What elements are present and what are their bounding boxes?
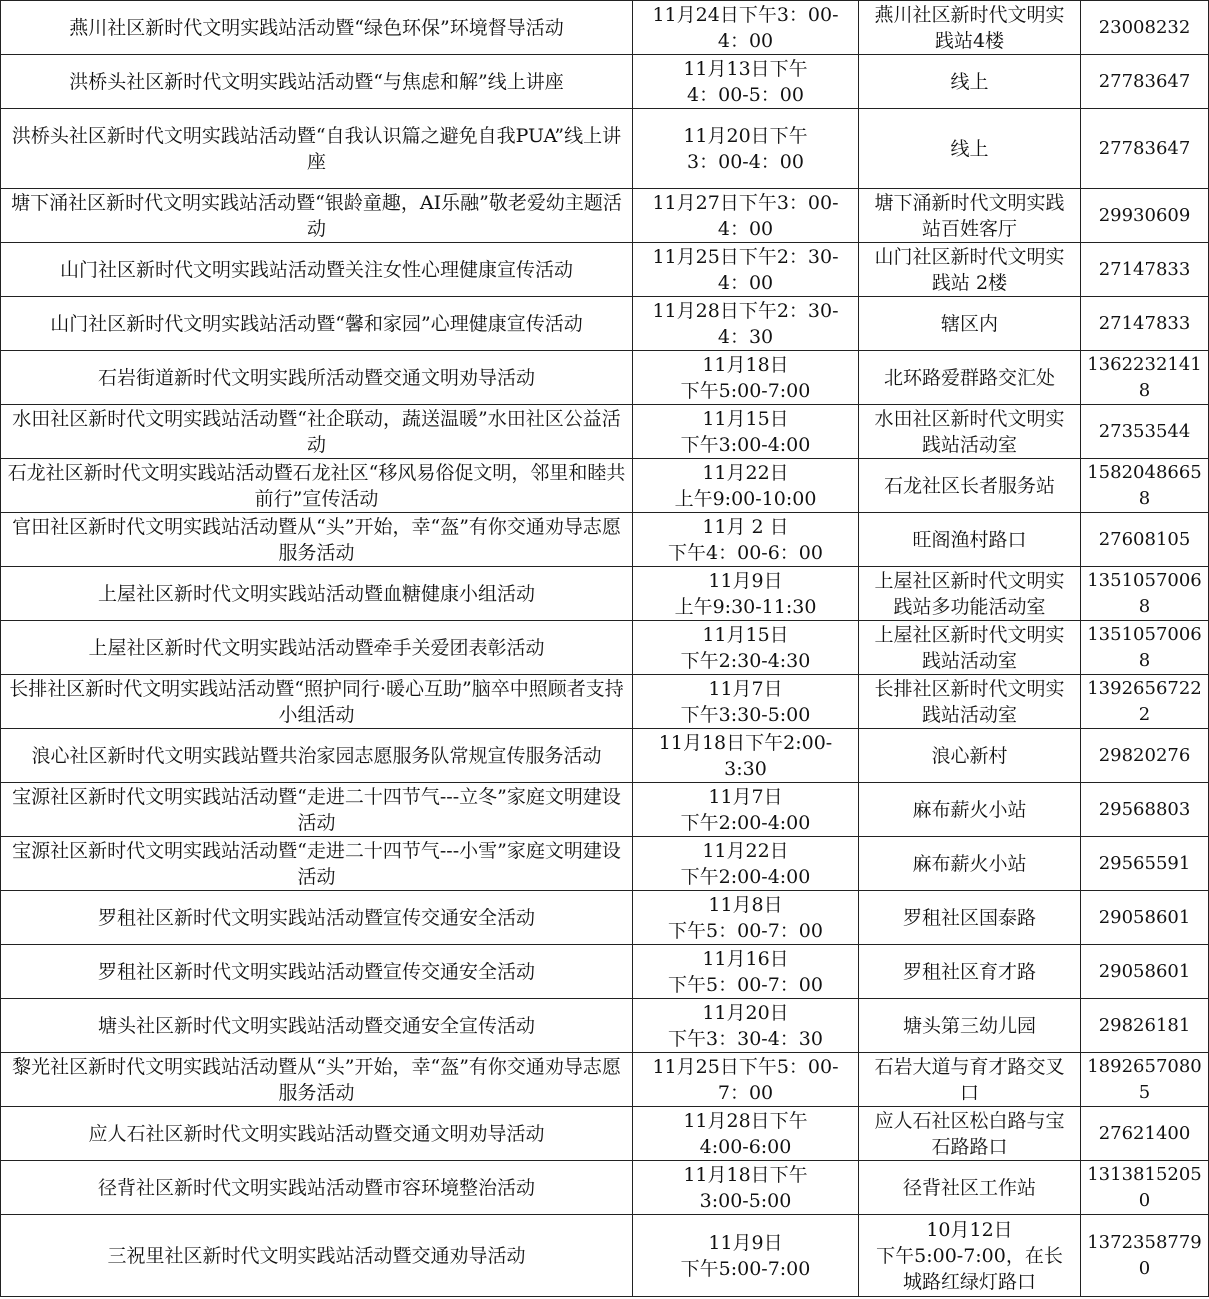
- phone-cell: 18926570805: [1081, 1053, 1209, 1107]
- activity-cell: 上屋社区新时代文明实践站活动暨牵手关爱团表彰活动: [1, 621, 633, 675]
- time-line: 7：00: [717, 1081, 774, 1104]
- place-line: 应人石社区松白路与宝: [874, 1109, 1065, 1132]
- table-row: [1, 459, 1209, 513]
- time-line: 11月7日: [708, 785, 783, 808]
- activity-cell: 燕川社区新时代文明实践站活动暨“绿色环保”环境督导活动: [1, 1, 633, 55]
- time-line: 11月7日: [708, 677, 783, 700]
- table-row: [1, 621, 1209, 675]
- place-line: 水田社区新时代文明实: [874, 407, 1065, 430]
- time-cell: [633, 621, 859, 675]
- table-row: [1, 351, 1209, 405]
- table-row: [1, 675, 1209, 729]
- activity-cell: 洪桥头社区新时代文明实践站活动暨“与焦虑和解”线上讲座: [1, 55, 633, 109]
- place-line: 长排社区新时代文明实: [874, 677, 1065, 700]
- table-row: [1, 891, 1209, 945]
- time-line: 下午5:00-7:00: [680, 379, 811, 402]
- place-line: 践站多功能活动室: [893, 595, 1046, 618]
- phone-cell: 27608105: [1081, 513, 1209, 567]
- phone-cell: 27147833: [1081, 243, 1209, 297]
- place-cell: [859, 1, 1081, 55]
- table-body: [1, 1, 1209, 1297]
- place-line: 罗租社区育才路: [902, 960, 1036, 983]
- table-row: [1, 297, 1209, 351]
- time-line: 11月20日下午: [683, 124, 808, 147]
- time-line: 11月22日: [702, 461, 789, 484]
- time-line: 4：30: [717, 325, 774, 348]
- phone-cell: 13622321418: [1081, 351, 1209, 405]
- phone-cell: 13138152050: [1081, 1161, 1209, 1215]
- time-cell: [633, 783, 859, 837]
- place-cell: [859, 513, 1081, 567]
- time-line: 4:00-6:00: [699, 1135, 792, 1158]
- activity-cell: 应人石社区新时代文明实践站活动暨交通文明劝导活动: [1, 1107, 633, 1161]
- time-line: 下午3：30-4：30: [668, 1027, 823, 1050]
- table-row: [1, 1053, 1209, 1107]
- time-line: 下午4：00-6：00: [668, 541, 823, 564]
- activity-cell: 石岩街道新时代文明实践所活动暨交通文明劝导活动: [1, 351, 633, 405]
- place-cell: [859, 945, 1081, 999]
- time-line: 下午2:00-4:00: [680, 811, 811, 834]
- time-cell: [633, 891, 859, 945]
- time-line: 下午5:00-7:00: [680, 1257, 811, 1280]
- time-cell: [633, 351, 859, 405]
- table-row: [1, 243, 1209, 297]
- table-row: [1, 783, 1209, 837]
- table-row: [1, 999, 1209, 1053]
- phone-cell: 27783647: [1081, 109, 1209, 189]
- phone-cell: 23008232: [1081, 1, 1209, 55]
- place-line: 麻布薪火小站: [912, 852, 1027, 875]
- time-line: 上午9:30-11:30: [674, 595, 817, 618]
- activity-cell: 罗租社区新时代文明实践站活动暨宣传交通安全活动: [1, 945, 633, 999]
- time-cell: [633, 1, 859, 55]
- time-line: 4：00: [717, 217, 774, 240]
- table-row: [1, 1, 1209, 55]
- place-line: 线上: [950, 137, 989, 160]
- time-cell: [633, 1053, 859, 1107]
- place-cell: [859, 675, 1081, 729]
- time-line: 3:00-5:00: [699, 1189, 792, 1212]
- time-cell: [633, 567, 859, 621]
- phone-cell: 29058601: [1081, 945, 1209, 999]
- time-line: 下午5：00-7：00: [668, 919, 823, 942]
- place-cell: [859, 351, 1081, 405]
- place-cell: [859, 567, 1081, 621]
- time-cell: [633, 55, 859, 109]
- place-line: 践站活动室: [921, 433, 1017, 456]
- table-row: [1, 1161, 1209, 1215]
- time-line: 11月25日下午5：00-: [652, 1055, 839, 1078]
- time-cell: [633, 189, 859, 243]
- time-line: 上午9:00-10:00: [674, 487, 817, 510]
- time-line: 11月9日: [708, 569, 783, 592]
- place-line: 上屋社区新时代文明实: [874, 623, 1065, 646]
- activity-cell: 浪心社区新时代文明实践站暨共治家园志愿服务队常规宣传服务活动: [1, 729, 633, 783]
- time-line: 11月 2 日: [702, 515, 789, 538]
- place-line: 城路红绿灯路口: [902, 1270, 1036, 1293]
- place-line: 北环路爱群路交汇处: [883, 366, 1055, 389]
- time-line: 11月8日: [708, 893, 783, 916]
- activity-cell: 三祝里社区新时代文明实践站活动暨交通劝导活动: [1, 1215, 633, 1297]
- phone-cell: 27621400: [1081, 1107, 1209, 1161]
- table-row: [1, 513, 1209, 567]
- time-line: 下午2:30-4:30: [680, 649, 811, 672]
- activity-cell: 石龙社区新时代文明实践站活动暨石龙社区“移风易俗促文明，邻里和睦共前行”宣传活动: [1, 459, 633, 513]
- place-cell: [859, 783, 1081, 837]
- time-cell: [633, 513, 859, 567]
- place-line: 石路路口: [931, 1135, 1008, 1158]
- phone-cell: 13510570068: [1081, 621, 1209, 675]
- phone-cell: 15820486658: [1081, 459, 1209, 513]
- activity-cell: 塘头社区新时代文明实践站活动暨交通安全宣传活动: [1, 999, 633, 1053]
- place-line: 线上: [950, 70, 989, 93]
- table-row: [1, 405, 1209, 459]
- table-row: [1, 1215, 1209, 1297]
- phone-cell: 29565591: [1081, 837, 1209, 891]
- time-line: 11月25日下午2：30-: [652, 245, 839, 268]
- time-cell: [633, 945, 859, 999]
- time-line: 下午5：00-7：00: [668, 973, 823, 996]
- place-line: 径背社区工作站: [902, 1176, 1036, 1199]
- phone-cell: 27783647: [1081, 55, 1209, 109]
- time-line: 11月28日下午2：30-: [652, 299, 839, 322]
- time-line: 11月15日: [702, 623, 789, 646]
- table-row: [1, 729, 1209, 783]
- place-line: 旺阁渔村路口: [912, 528, 1027, 551]
- time-line: 4：00: [717, 29, 774, 52]
- place-line: 口: [959, 1081, 979, 1104]
- phone-cell: 27147833: [1081, 297, 1209, 351]
- time-cell: [633, 837, 859, 891]
- table-row: [1, 109, 1209, 189]
- place-line: 浪心新村: [931, 744, 1008, 767]
- activity-cell: 山门社区新时代文明实践站活动暨“馨和家园”心理健康宣传活动: [1, 297, 633, 351]
- activity-cell: 官田社区新时代文明实践站活动暨从“头”开始，幸“盔”有你交通劝导志愿服务活动: [1, 513, 633, 567]
- time-cell: [633, 1107, 859, 1161]
- time-line: 11月24日下午3：00-: [652, 3, 839, 26]
- place-line: 践站4楼: [934, 29, 1005, 52]
- time-line: 4：00-5：00: [687, 83, 804, 106]
- place-cell: [859, 243, 1081, 297]
- place-line: 10月12日: [926, 1218, 1013, 1241]
- place-line: 燕川社区新时代文明实: [874, 3, 1065, 26]
- place-cell: [859, 459, 1081, 513]
- time-cell: [633, 729, 859, 783]
- place-line: 上屋社区新时代文明实: [874, 569, 1065, 592]
- place-cell: [859, 405, 1081, 459]
- time-line: 3：00-4：00: [687, 150, 804, 173]
- phone-cell: 29826181: [1081, 999, 1209, 1053]
- place-line: 石龙社区长者服务站: [883, 474, 1055, 497]
- activity-cell: 黎光社区新时代文明实践站活动暨从“头”开始，幸“盔”有你交通劝导志愿服务活动: [1, 1053, 633, 1107]
- activity-cell: 宝源社区新时代文明实践站活动暨“走进二十四节气---小雪”家庭文明建设活动: [1, 837, 633, 891]
- place-cell: [859, 837, 1081, 891]
- place-cell: [859, 729, 1081, 783]
- activity-cell: 水田社区新时代文明实践站活动暨“社企联动，蔬送温暖”水田社区公益活动: [1, 405, 633, 459]
- place-cell: [859, 109, 1081, 189]
- table-row: [1, 837, 1209, 891]
- place-line: 塘头第三幼儿园: [902, 1014, 1036, 1037]
- activity-cell: 山门社区新时代文明实践站活动暨关注女性心理健康宣传活动: [1, 243, 633, 297]
- place-line: 辖区内: [940, 312, 998, 335]
- time-cell: [633, 109, 859, 189]
- place-cell: [859, 1053, 1081, 1107]
- time-line: 11月28日下午: [683, 1109, 808, 1132]
- place-line: 山门社区新时代文明实: [874, 245, 1065, 268]
- time-cell: [633, 297, 859, 351]
- activity-cell: 塘下涌社区新时代文明实践站活动暨“银龄童趣，AI乐融”敬老爱幼主题活动: [1, 189, 633, 243]
- place-cell: [859, 621, 1081, 675]
- phone-cell: 29058601: [1081, 891, 1209, 945]
- time-cell: [633, 1215, 859, 1297]
- table-row: [1, 189, 1209, 243]
- activity-cell: 宝源社区新时代文明实践站活动暨“走进二十四节气---立冬”家庭文明建设活动: [1, 783, 633, 837]
- phone-cell: 29820276: [1081, 729, 1209, 783]
- phone-cell: 29930609: [1081, 189, 1209, 243]
- time-cell: [633, 675, 859, 729]
- place-cell: [859, 1161, 1081, 1215]
- time-line: 11月16日: [702, 947, 789, 970]
- place-cell: [859, 1107, 1081, 1161]
- place-line: 践站活动室: [921, 649, 1017, 672]
- activity-cell: 上屋社区新时代文明实践站活动暨血糖健康小组活动: [1, 567, 633, 621]
- time-line: 11月18日下午2:00-: [658, 731, 833, 754]
- time-cell: [633, 999, 859, 1053]
- phone-cell: 13926567222: [1081, 675, 1209, 729]
- phone-cell: 27353544: [1081, 405, 1209, 459]
- table-row: [1, 567, 1209, 621]
- time-line: 3:30: [724, 757, 767, 780]
- time-line: 11月18日下午: [683, 1163, 808, 1186]
- time-cell: [633, 243, 859, 297]
- place-line: 站百姓客厅: [921, 217, 1017, 240]
- place-line: 践站 2楼: [931, 271, 1008, 294]
- place-cell: [859, 189, 1081, 243]
- place-line: 麻布薪火小站: [912, 798, 1027, 821]
- phone-cell: 13510570068: [1081, 567, 1209, 621]
- time-cell: [633, 1161, 859, 1215]
- place-line: 石岩大道与育才路交叉: [874, 1055, 1065, 1078]
- place-cell: [859, 1215, 1081, 1297]
- time-line: 11月20日: [702, 1001, 789, 1024]
- place-cell: [859, 891, 1081, 945]
- place-line: 塘下涌新时代文明实践: [874, 191, 1065, 214]
- time-line: 下午3:00-4:00: [680, 433, 811, 456]
- time-line: 11月9日: [708, 1231, 783, 1254]
- time-line: 11月22日: [702, 839, 789, 862]
- place-cell: [859, 55, 1081, 109]
- time-line: 4：00: [717, 271, 774, 294]
- place-line: 践站活动室: [921, 703, 1017, 726]
- time-line: 11月27日下午3：00-: [652, 191, 839, 214]
- activity-cell: 罗租社区新时代文明实践站活动暨宣传交通安全活动: [1, 891, 633, 945]
- time-line: 11月13日下午: [683, 57, 808, 80]
- phone-cell: 13723587790: [1081, 1215, 1209, 1297]
- time-cell: [633, 405, 859, 459]
- place-cell: [859, 999, 1081, 1053]
- activity-cell: 径背社区新时代文明实践站活动暨市容环境整治活动: [1, 1161, 633, 1215]
- activity-cell: 长排社区新时代文明实践站活动暨“照护同行·暖心互助”脑卒中照顾者支持小组活动: [1, 675, 633, 729]
- time-line: 11月15日: [702, 407, 789, 430]
- table-row: [1, 945, 1209, 999]
- table-row: [1, 1107, 1209, 1161]
- phone-cell: 29568803: [1081, 783, 1209, 837]
- place-line: 罗租社区国泰路: [902, 906, 1036, 929]
- place-cell: [859, 297, 1081, 351]
- time-line: 下午3:30-5:00: [680, 703, 811, 726]
- time-line: 11月18日: [702, 353, 789, 376]
- activity-cell: 洪桥头社区新时代文明实践站活动暨“自我认识篇之避免自我PUA”线上讲座: [1, 109, 633, 189]
- time-line: 下午2:00-4:00: [680, 865, 811, 888]
- table-row: [1, 55, 1209, 109]
- place-line: 下午5:00-7:00，在长: [876, 1244, 1063, 1267]
- time-cell: [633, 459, 859, 513]
